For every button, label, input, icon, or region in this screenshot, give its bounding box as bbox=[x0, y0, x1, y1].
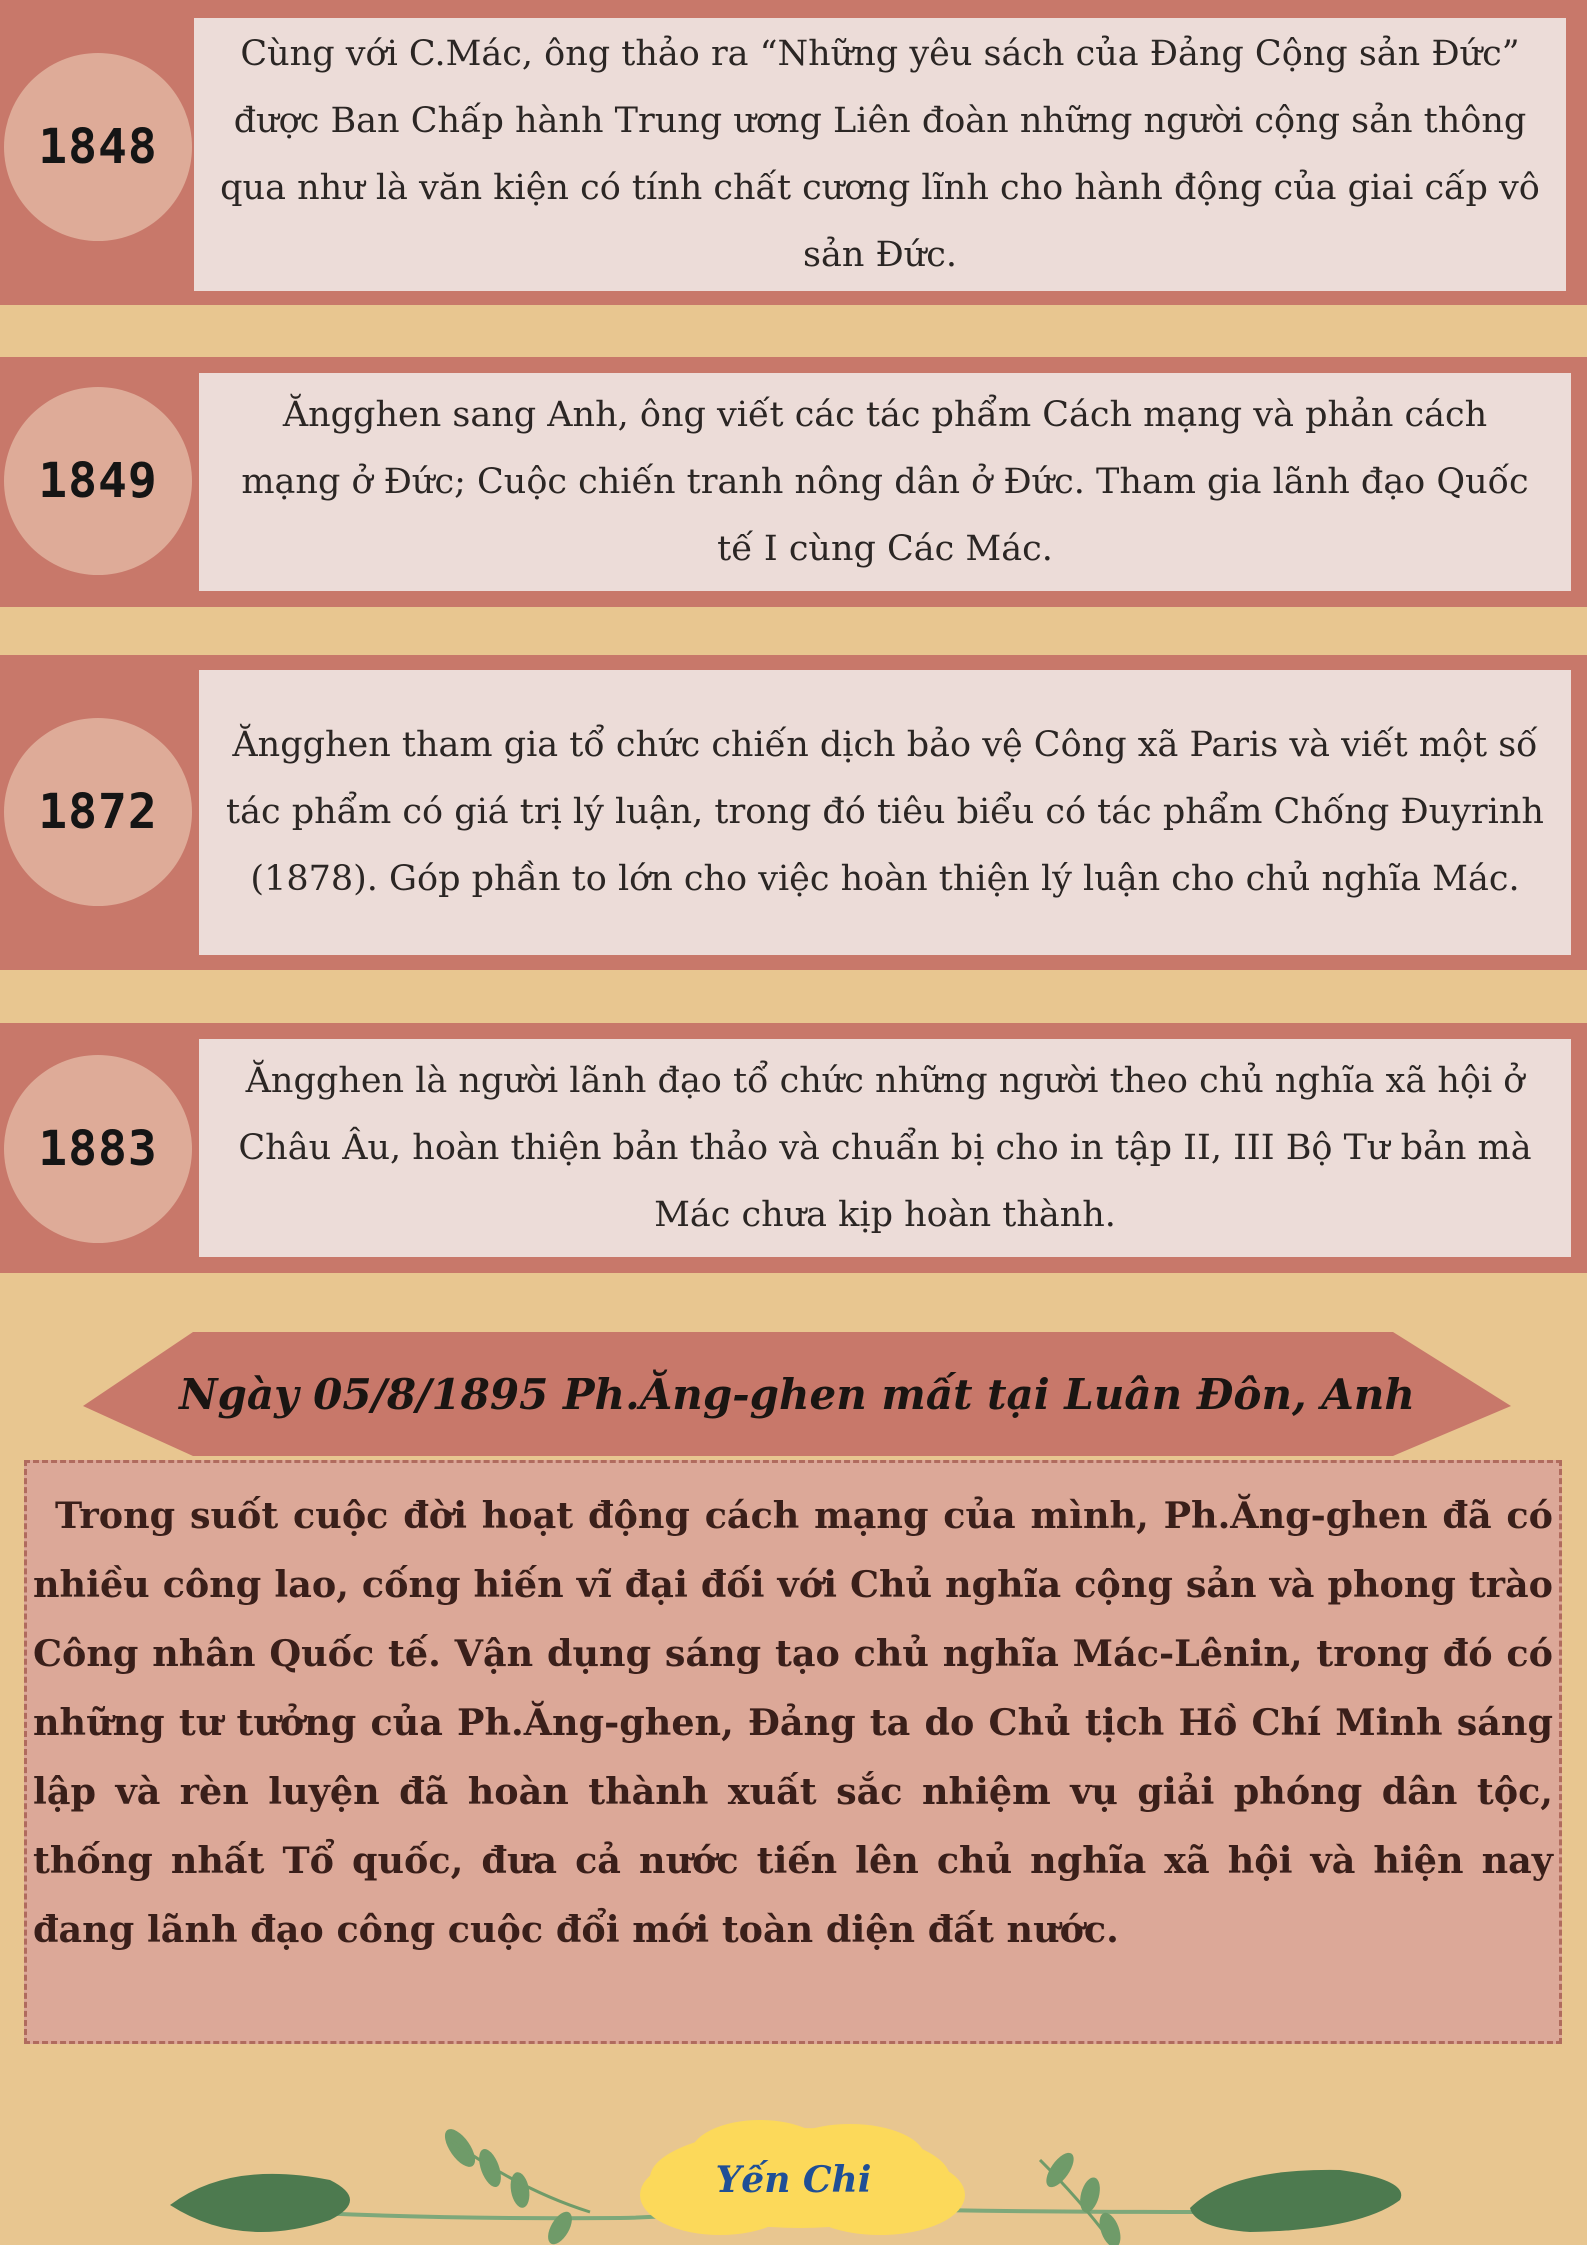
timeline-text: Ăngghen tham gia tổ chức chiến dịch bảo vệ Công xã Paris và viết một số tác phẩm có giá trị lý luận, trong đó tiêu biểu có tác phẩm Chống Đuyrinh (1878). Góp phần to lớn cho việc hoàn thiện lý luận cho chủ nghĩa Mác. bbox=[226, 725, 1544, 899]
banner-title: Ngày 05/8/1895 Ph.Ăng-ghen mất tại Luân Đôn, Anh bbox=[179, 1369, 1415, 1419]
timeline-text-box bbox=[199, 670, 1571, 955]
leaf-icon bbox=[543, 2208, 577, 2245]
summary-box bbox=[24, 1460, 1562, 2044]
year-badge: 1872 bbox=[4, 718, 192, 906]
death-date-banner bbox=[83, 1332, 1511, 1456]
author-signature: Yến Chi bbox=[715, 2159, 872, 2201]
year-badge: 1849 bbox=[4, 387, 192, 575]
timeline-text-box bbox=[199, 1039, 1571, 1257]
year-badge: 1883 bbox=[4, 1055, 192, 1243]
timeline-text: Cùng với C.Mác, ông thảo ra “Những yêu sách của Đảng Cộng sản Đức” được Ban Chấp hành Trung ương Liên đoàn những người cộng sản thông qua như là văn kiện có tính chất cương lĩnh cho hành động của giai cấp vô sản Đức. bbox=[220, 33, 1540, 275]
timeline-text: Ăngghen là người lãnh đạo tổ chức những người theo chủ nghĩa xã hội ở Châu Âu, hoàn thiện bản thảo và chuẩn bị cho in tập II, III Bộ Tư bản mà Mác chưa kịp hoàn thành. bbox=[238, 1060, 1532, 1235]
timeline-text-box bbox=[194, 18, 1566, 291]
year-badge: 1848 bbox=[4, 53, 192, 241]
summary-text: Trong suốt cuộc đời hoạt động cách mạng của mình, Ph.Ăng-ghen đã có nhiều công lao, cống hiến vĩ đại đối với Chủ nghĩa cộng sản và phong trào Công nhân Quốc tế. Vận dụng sáng tạo chủ nghĩa Mác-Lênin, trong đó có những tư tưởng của Ph.Ăng-ghen, Đảng ta do Chủ tịch Hồ Chí Minh sáng lập và rèn luyện đã hoàn thành xuất sắc nhiệm vụ giải phóng dân tộc, thống nhất Tổ quốc, đưa cả nước tiến lên chủ nghĩa xã hội và hiện nay đang lãnh đạo công cuộc đổi mới toàn diện đất nước. bbox=[33, 1494, 1553, 1951]
timeline-text-box bbox=[199, 373, 1571, 591]
timeline-text: Ăngghen sang Anh, ông viết các tác phẩm Cách mạng và phản cách mạng ở Đức; Cuộc chiến tranh nông dân ở Đức. Tham gia lãnh đạo Quốc tế I cùng Các Mác. bbox=[241, 394, 1529, 569]
